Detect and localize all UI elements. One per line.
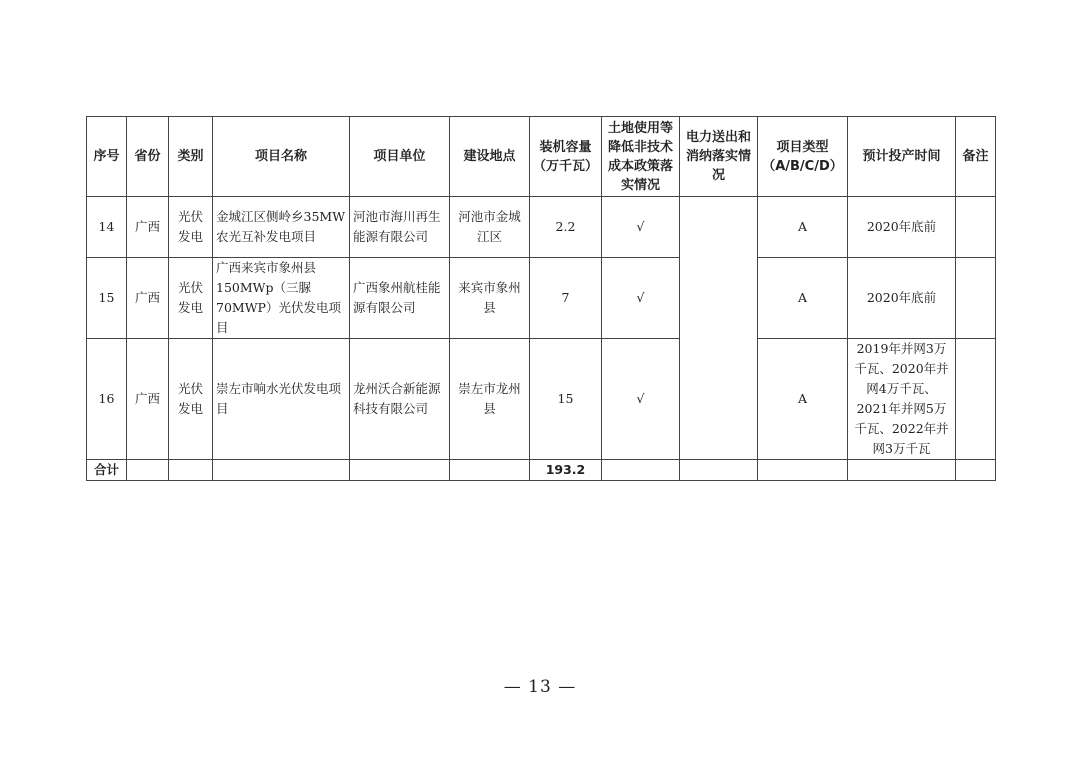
header-remark: 备注 — [956, 117, 996, 197]
header-no: 序号 — [87, 117, 127, 197]
cell-unit: 龙州沃合新能源科技有限公司 — [350, 339, 450, 460]
header-name: 项目名称 — [213, 117, 350, 197]
empty-cell — [350, 460, 450, 481]
cell-unit: 广西象州航桂能源有限公司 — [350, 258, 450, 339]
cell-unit: 河池市海川再生能源有限公司 — [350, 197, 450, 258]
cell-time: 2020年底前 — [848, 197, 956, 258]
cell-power-merged — [680, 197, 758, 460]
cell-time: 2020年底前 — [848, 258, 956, 339]
header-type: 项目类型（A/B/C/D） — [758, 117, 848, 197]
empty-cell — [956, 460, 996, 481]
cell-no: 14 — [87, 197, 127, 258]
cell-capacity: 7 — [530, 258, 602, 339]
cell-province: 广西 — [127, 197, 169, 258]
cell-category: 光伏发电 — [169, 197, 213, 258]
empty-cell — [213, 460, 350, 481]
cell-name: 崇左市响水光伏发电项目 — [213, 339, 350, 460]
header-capacity: 装机容量（万千瓦） — [530, 117, 602, 197]
cell-province: 广西 — [127, 339, 169, 460]
empty-cell — [848, 460, 956, 481]
header-unit: 项目单位 — [350, 117, 450, 197]
cell-name: 广西来宾市象州县150MWp（三脲70MWP）光伏发电项目 — [213, 258, 350, 339]
total-label: 合计 — [87, 460, 127, 481]
cell-no: 16 — [87, 339, 127, 460]
cell-land: √ — [602, 339, 680, 460]
cell-land: √ — [602, 258, 680, 339]
empty-cell — [680, 460, 758, 481]
header-power: 电力送出和消纳落实情况 — [680, 117, 758, 197]
cell-time: 2019年并网3万千瓦、2020年并网4万千瓦、2021年并网5万千瓦、2022年并网3万千瓦 — [848, 339, 956, 460]
page-number: — 13 — — [503, 677, 577, 697]
cell-type: A — [758, 258, 848, 339]
empty-cell — [127, 460, 169, 481]
cell-name: 金城江区侧岭乡35MW农光互补发电项目 — [213, 197, 350, 258]
header-row — [87, 117, 996, 197]
empty-cell — [602, 460, 680, 481]
table-row — [87, 258, 996, 339]
total-row — [87, 460, 996, 481]
table-row — [87, 339, 996, 460]
header-province: 省份 — [127, 117, 169, 197]
header-land: 土地使用等降低非技术成本政策落实情况 — [602, 117, 680, 197]
cell-remark — [956, 258, 996, 339]
cell-location: 崇左市龙州县 — [450, 339, 530, 460]
cell-province: 广西 — [127, 258, 169, 339]
table-row — [87, 197, 996, 258]
cell-no: 15 — [87, 258, 127, 339]
empty-cell — [758, 460, 848, 481]
cell-category: 光伏发电 — [169, 258, 213, 339]
cell-capacity: 15 — [530, 339, 602, 460]
header-time: 预计投产时间 — [848, 117, 956, 197]
cell-remark — [956, 339, 996, 460]
cell-type: A — [758, 197, 848, 258]
cell-remark — [956, 197, 996, 258]
cell-category: 光伏发电 — [169, 339, 213, 460]
header-location: 建设地点 — [450, 117, 530, 197]
cell-location: 河池市金城江区 — [450, 197, 530, 258]
header-category: 类别 — [169, 117, 213, 197]
project-table — [86, 116, 996, 481]
empty-cell — [169, 460, 213, 481]
cell-capacity: 2.2 — [530, 197, 602, 258]
cell-type: A — [758, 339, 848, 460]
total-capacity: 193.2 — [530, 460, 602, 481]
cell-land: √ — [602, 197, 680, 258]
cell-location: 来宾市象州县 — [450, 258, 530, 339]
empty-cell — [450, 460, 530, 481]
